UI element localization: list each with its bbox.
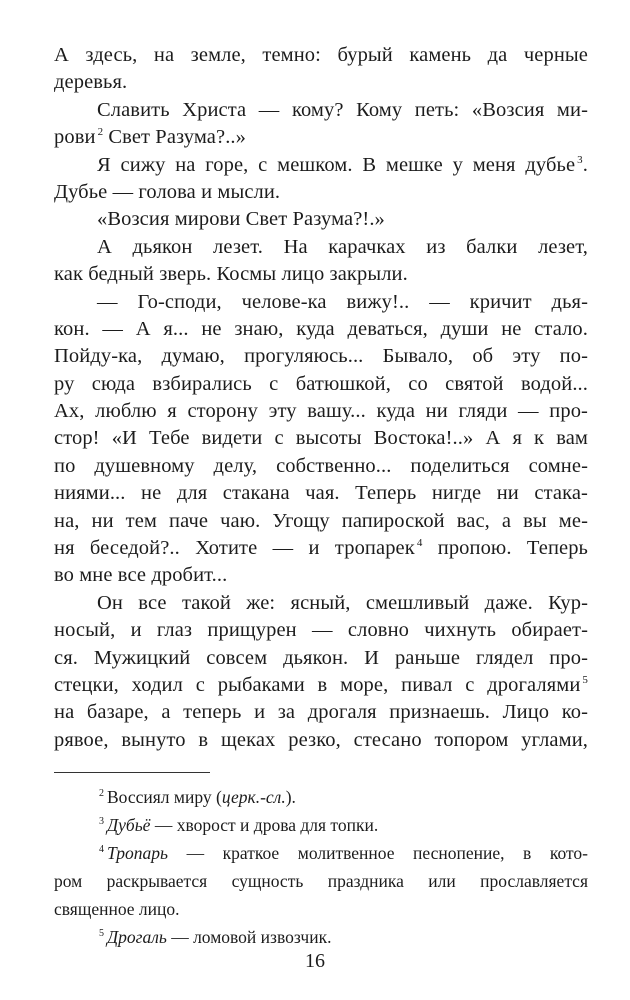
text-segment: пропою. Теперь [422,537,589,560]
text-segment: — хворост и дрова для топки. [150,815,379,835]
text-segment: А дьякон лезет. На карачках из балки лезет, [97,235,588,258]
text-segment: Свет Разума?..» [103,126,246,149]
text-line [54,508,588,535]
text-segment: деревья. [54,71,128,94]
footnote-marker: 4 [416,537,423,550]
text-segment: ниями... не для стакана чая. Теперь нигде ни стака- [54,482,588,505]
text-line [54,398,588,425]
text-segment: — Го-споди, челове-ка вижу!.. — кричит дья- [97,290,588,313]
text-line [54,699,588,726]
text-segment: ру сюда взбирались с батюшкой, со святой водой... [54,372,588,395]
text-line [54,261,588,288]
text-segment: А здесь, на земле, темно: бурый камень да черные [54,44,588,66]
footnote-marker: 5 [582,673,588,686]
footnote-marker: 5 [99,928,104,939]
text-line [54,535,588,562]
italic-term: Дрогаль [107,927,167,947]
text-segment: на базаре, а теперь и за дрогаля признаешь. Лицо ко- [54,701,588,724]
text-line [54,453,588,480]
text-segment: ром раскрывается сущность праздника или прославляется [54,871,588,891]
footnote-marker: 2 [99,788,104,799]
text-segment: рови [54,126,96,149]
text-line [54,480,588,507]
text-line [54,179,588,206]
footnote-marker: 3 [577,153,583,166]
italic-term: Тропарь [107,843,169,863]
text-segment: ня беседой?.. Хотите — и тропарек [54,537,415,560]
text-segment: во мне все дробит... [54,564,228,587]
footnote-line [54,923,588,951]
text-segment: кон. — А я... не знаю, куда деваться, души не стало. [54,317,588,340]
footnote-line [54,895,588,923]
text-line [54,152,588,179]
text-segment: рявое, вынуто в щеках резко, стесано топором углами, [54,728,588,751]
text-line [54,425,588,452]
footnote-line [54,811,588,839]
footnote-marker: 3 [99,816,104,827]
text-segment: «Возсия мирови Свет Разума?!.» [97,208,385,231]
text-segment: Я сижу на горе, с мешком. В мешке у меня дубье [97,153,576,176]
text-line [54,69,588,96]
text-line [54,343,588,370]
text-line [54,206,588,233]
text-segment: как бедный зверь. Космы лицо закрыли. [54,263,408,286]
text-line [54,234,588,261]
footnote-marker: 4 [99,844,104,855]
text-segment: стор! «И Тебе видети с высоты Востока!..» А я к вам [54,427,588,450]
footnote-marker: 2 [97,126,104,139]
text-segment: священное лицо. [54,899,180,919]
text-segment: по душевному делу, собственно... поделиться сомне- [54,454,588,477]
text-segment: Воссиял миру ( [107,787,222,807]
text-segment: ). [285,787,296,807]
footnotes [54,783,588,951]
text-line [54,42,588,69]
footnote-divider [54,772,210,773]
text-line [54,590,588,617]
italic-term: церк.-сл. [221,787,286,807]
text-line [54,371,588,398]
text-segment: — краткое молитвенное песнопение, в кото- [168,843,588,863]
text-line [54,562,588,589]
text-line [54,316,588,343]
text-line [54,645,588,672]
text-line [54,727,588,754]
text-line [54,124,588,151]
italic-term: Дубьё [107,815,151,835]
page-number: 16 [305,950,325,972]
text-line [54,97,588,124]
text-segment: носый, и глаз прищурен — словно чихнуть обирает- [54,619,588,642]
text-segment: Ах, люблю я сторону эту вашу... куда ни гляди — про- [54,400,588,423]
text-segment: на, ни тем паче чаю. Угощу папироской вас, а вы ме- [54,509,588,532]
text-segment: стецки, ходил с рыбаками в море, пивал с дрогалями [54,673,581,696]
text-line [54,672,588,699]
footnote-line [54,783,588,811]
text-segment: — ломовой извозчик. [166,927,332,947]
text-segment: ся. Мужицкий совсем дьякон. И раньше глядел про- [54,646,588,669]
footnote-line [54,839,588,867]
text-segment: Дубье — голова и мысли. [54,180,281,203]
text-segment: Славить Христа — кому? Кому петь: «Возсия ми- [97,98,588,121]
text-segment: Пойду-ка, думаю, прогуляюсь... Бывало, об эту по- [54,345,588,368]
text-line [54,617,588,644]
text-segment: . [582,153,588,176]
body-text [54,42,588,754]
footnote-line [54,867,588,895]
text-line [54,289,588,316]
text-segment: Он все такой же: ясный, смешливый даже. Кур- [97,591,588,614]
